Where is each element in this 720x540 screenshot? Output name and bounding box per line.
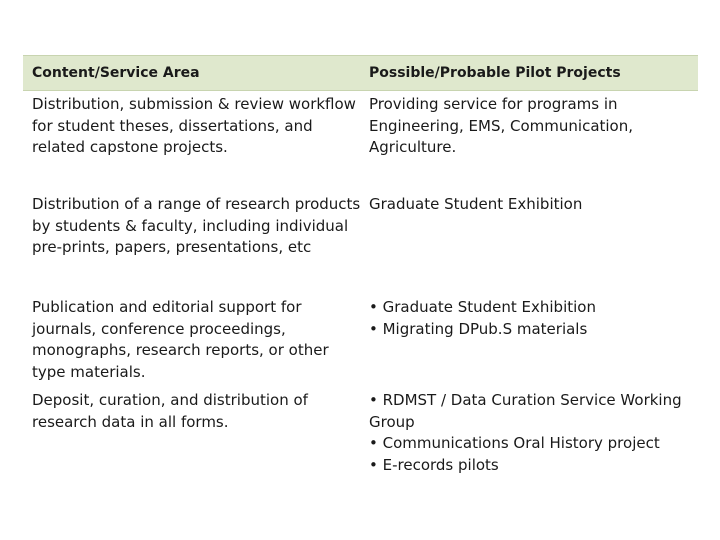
cell-line: for student theses, dissertations, and	[32, 116, 313, 135]
cell-line: type materials.	[32, 362, 146, 381]
cell-line: Deposit, curation, and distribution of	[32, 391, 308, 409]
cell-line: Engineering, EMS, Communication,	[369, 116, 634, 135]
pilot-projects-cell	[360, 297, 698, 390]
header-pilot-projects: Possible/Probable Pilot Projects	[369, 65, 621, 81]
header-content-service-area: Content/Service Area	[32, 65, 200, 81]
cell-line: Publication and editorial support for	[32, 298, 302, 316]
cell-line: • Graduate Student Exhibition	[369, 298, 596, 316]
pilot-projects-cell	[360, 390, 698, 490]
cell-line: Graduate Student Exhibition	[369, 195, 583, 213]
cell-line: Distribution of a range of research products	[32, 195, 361, 213]
cell-line: pre-prints, papers, presentations, etc	[32, 238, 312, 256]
cell-line: by students & faculty, including individual	[32, 216, 349, 235]
cell-line: • E-records pilots	[369, 455, 499, 474]
content-service-area-cell	[23, 390, 360, 490]
content-service-area-cell	[23, 297, 360, 390]
cell-line: Distribution, submission & review workflow	[32, 95, 356, 113]
pilot-projects-cell	[360, 94, 698, 194]
cell-line: Agriculture.	[369, 138, 457, 156]
cell-line: related capstone projects.	[32, 138, 228, 156]
pilot-projects-cell	[360, 194, 698, 297]
table-row	[23, 94, 698, 194]
table-row	[23, 194, 698, 297]
cell-line: Providing service for programs in	[369, 95, 618, 113]
cell-line: monographs, research reports, or other	[32, 341, 329, 359]
table-row	[23, 390, 698, 490]
cell-line: • Migrating DPub.S materials	[369, 319, 588, 338]
table-row	[23, 297, 698, 390]
pilot-projects-table	[23, 55, 698, 490]
content-service-area-cell	[23, 94, 360, 194]
table-header-row	[23, 55, 698, 91]
cell-line: • RDMST / Data Curation Service Working	[369, 391, 682, 409]
cell-line: • Communications Oral History project	[369, 434, 660, 452]
cell-line: Group	[369, 412, 415, 431]
cell-line: journals, conference proceedings,	[32, 319, 286, 338]
cell-line: research data in all forms.	[32, 412, 229, 431]
content-service-area-cell	[23, 194, 360, 297]
